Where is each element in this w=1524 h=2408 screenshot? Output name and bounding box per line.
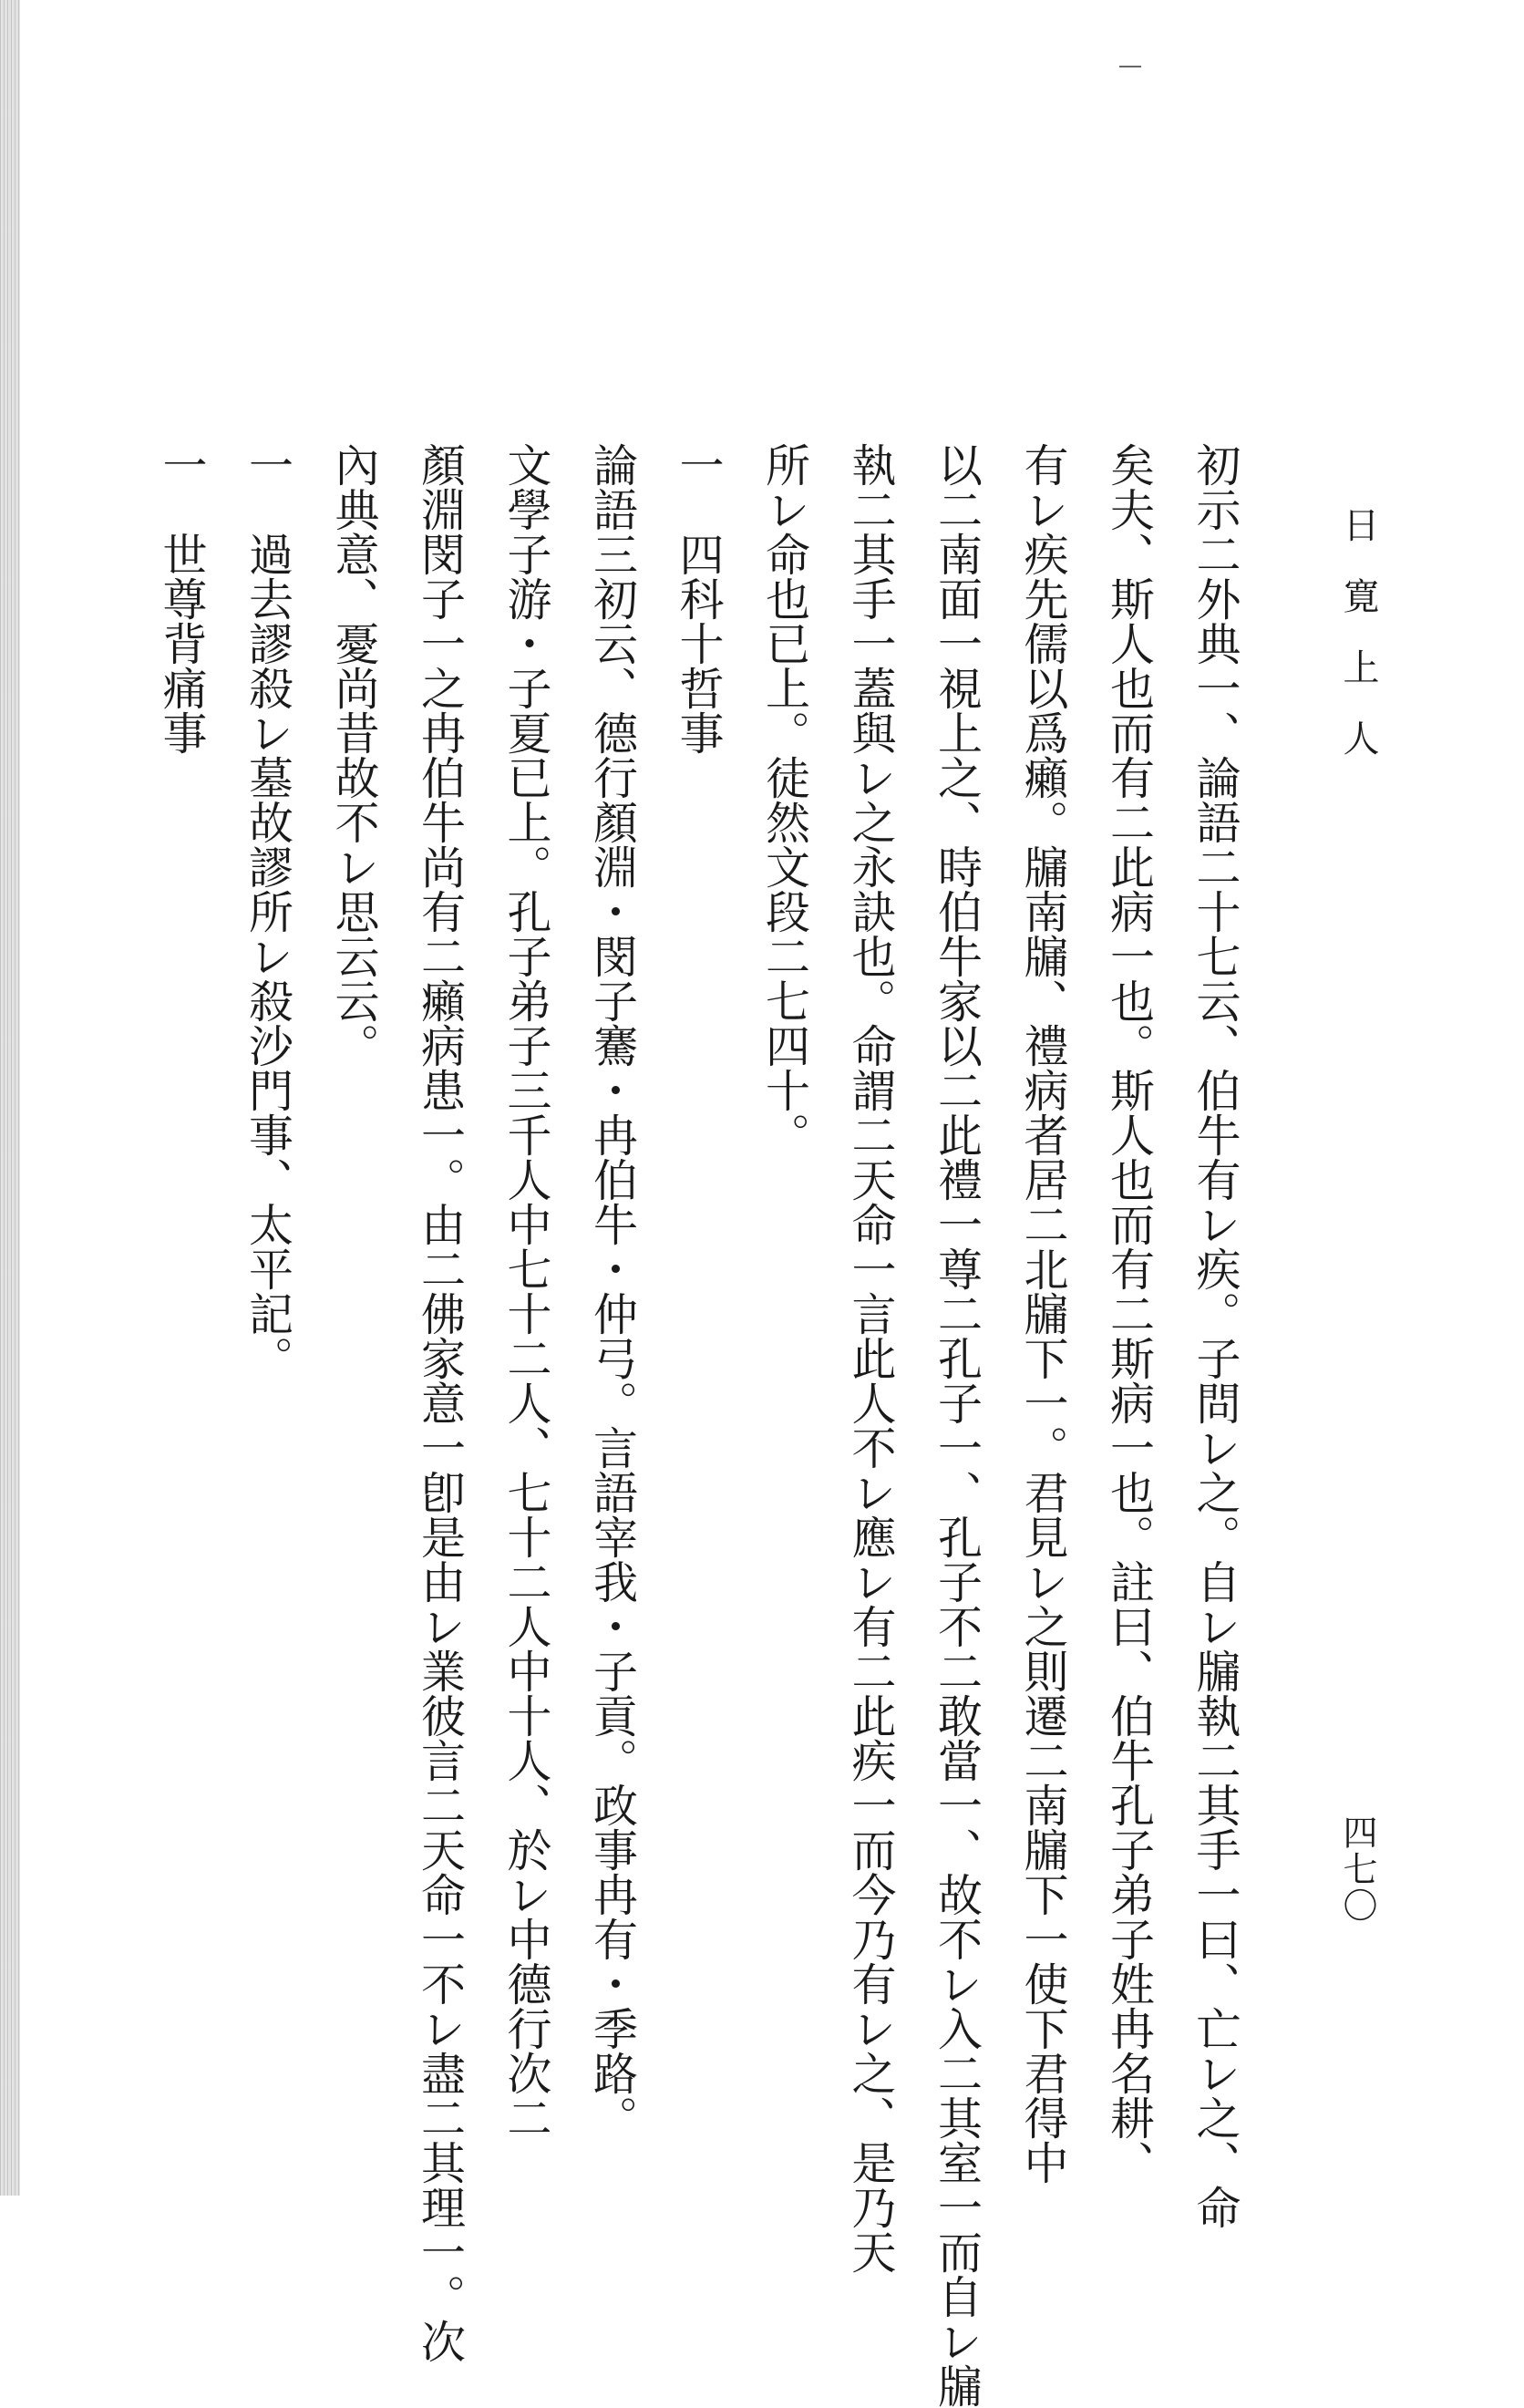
section-heading: 一 四科十哲事 [673,442,725,755]
page-number: 四七〇 [1337,1814,1377,1924]
running-title: 日寛上人 [1337,506,1379,791]
text-line: 執二其手一蓋與レ之永訣也。命謂二天命一言此人不レ應レ有二此疾一而今乃有レ之、是乃天 [845,442,897,2274]
section-heading: 一 世尊背痛事 [156,442,208,755]
text-line: 文學子游・子夏已上。孔子弟子三千人中七十二人、七十二人中十人、於レ中德行次二 [500,442,552,2140]
body-text [156,442,1258,2408]
scan-mark [1119,66,1141,67]
text-line: 有レ疾先儒以爲癩。牖南牖、禮病者居二北牖下一。君見レ之則遷二南牖下一使下君得中 [1017,442,1069,2185]
text-line: 矣夫、斯人也而有二此病一也。斯人也而有二斯病一也。註曰、伯牛孔子弟子姓冉名耕、 [1103,442,1156,2185]
text-line: 內典意、憂尚昔故不レ思云云。 [328,442,380,1068]
text-line: 所レ命也已上。徒然文段二七四十。 [758,442,811,1157]
text-line: 初示二外典一、論語二十七云、伯牛有レ疾。子問レ之。自レ牖執二其手一曰、亡レ之、命 [1189,442,1241,2229]
section-heading: 一 過去謬殺レ墓故謬所レ殺沙門事、太平記。 [242,442,294,1380]
text-line: 顏淵閔子一之冉伯牛尚有二癩病患一。由二佛家意一卽是由レ業彼言二天命一不レ盡二其理一。次 [414,442,467,2363]
text-line: 論語三初云、德行顏淵・閔子騫・冉伯牛・仲弓。言語宰我・子貢。政事冉有・季路。 [586,442,639,2140]
text-line: 以二南面一視上之、時伯牛家以二此禮一尊二孔子一、孔子不二敢當一、故不レ入二其室一而自レ牖 [931,442,983,2408]
page-scan-edge [0,0,20,2196]
